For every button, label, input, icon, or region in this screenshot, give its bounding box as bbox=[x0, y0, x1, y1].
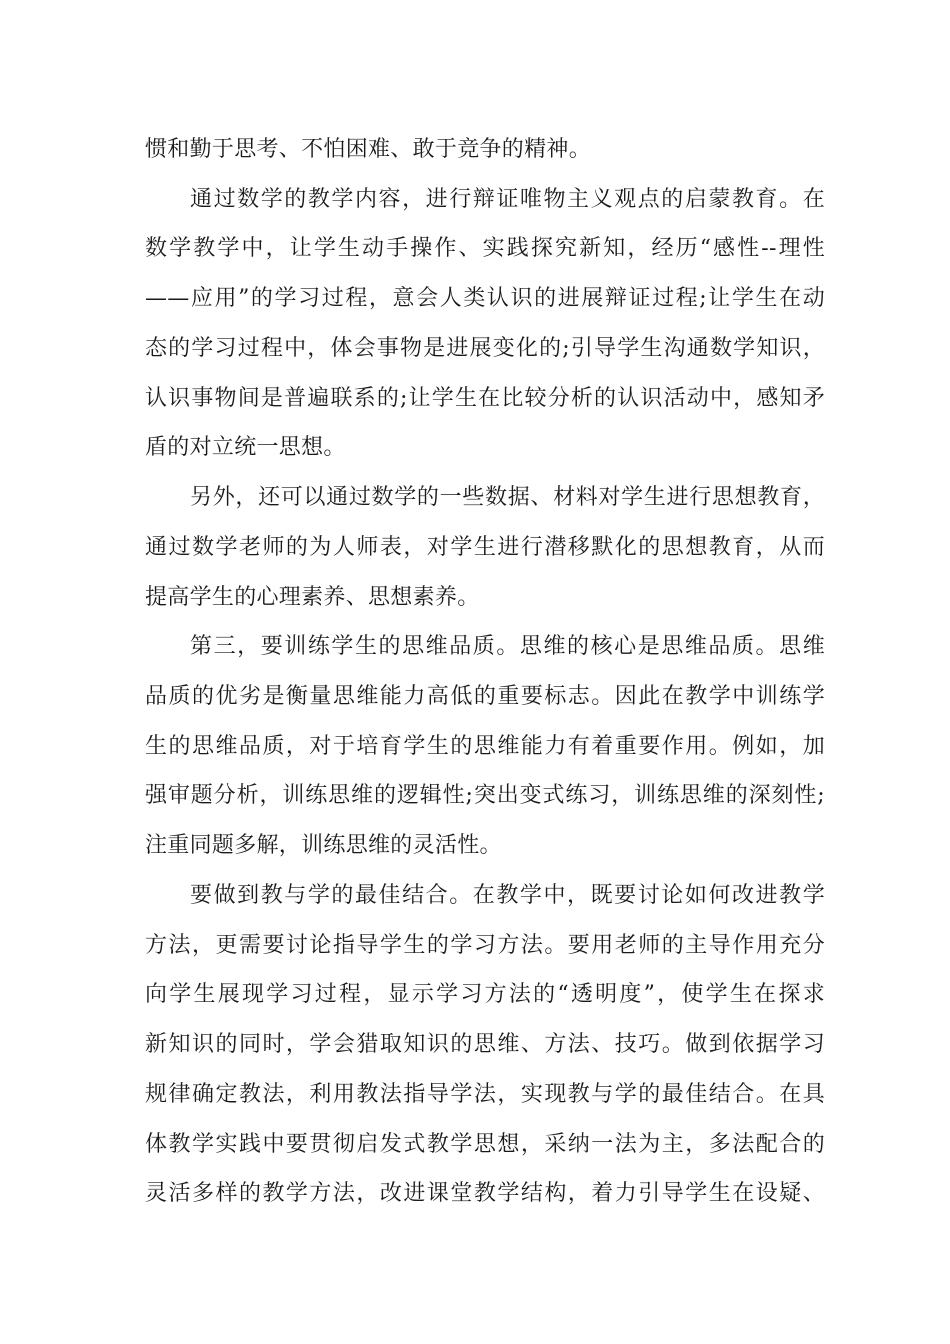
text-line: 数学教学中，让学生动手操作、实践探究新知，经历“感性--理性 bbox=[145, 236, 825, 261]
text-line: 通过数学老师的为人师表，对学生进行潜移默化的思想教育，从而 bbox=[145, 535, 825, 560]
text-line: 提高学生的心理素养、思想素养。 bbox=[145, 585, 480, 610]
text-line: 灵活多样的教学方法，改进课堂教学结构，着力引导学生在设疑、 bbox=[145, 1181, 825, 1206]
text-line: 强审题分析，训练思维的逻辑性;突出变式练习，训练思维的深刻性; bbox=[145, 783, 825, 808]
text-line: 认识事物间是普遍联系的;让学生在比较分析的认识活动中，感知矛 bbox=[145, 386, 825, 411]
text-line: 要做到教与学的最佳结合。在教学中，既要讨论如何改进教学 bbox=[190, 883, 825, 908]
text-line: 注重同题多解，训练思维的灵活性。 bbox=[145, 833, 502, 858]
text-line: 第三，要训练学生的思维品质。思维的核心是思维品质。思维 bbox=[190, 634, 825, 659]
text-line: 生的思维品质，对于培育学生的思维能力有着重要作用。例如，加 bbox=[145, 734, 825, 759]
text-line: 向学生展现学习过程，显示学习方法的“透明度”，使学生在探求 bbox=[145, 982, 825, 1007]
text-line: 通过数学的教学内容，进行辩证唯物主义观点的启蒙教育。在 bbox=[190, 187, 825, 212]
text-line: 盾的对立统一思想。 bbox=[145, 435, 346, 460]
text-line: 规律确定教法，利用教法指导学法，实现教与学的最佳结合。在具 bbox=[145, 1082, 825, 1107]
text-line: 体教学实践中要贯彻启发式教学思想，采纳一法为主，多法配合的 bbox=[145, 1132, 825, 1157]
text-line: ——应用”的学习过程，意会人类认识的进展辩证过程;让学生在动 bbox=[145, 286, 825, 311]
text-line: 品质的优劣是衡量思维能力高低的重要标志。因此在教学中训练学 bbox=[145, 684, 825, 709]
text-line: 新知识的同时，学会猎取知识的思维、方法、技巧。做到依据学习 bbox=[145, 1032, 825, 1057]
text-line: 惯和勤于思考、不怕困难、敢于竞争的精神。 bbox=[145, 137, 592, 162]
text-line: 方法，更需要讨论指导学生的学习方法。要用老师的主导作用充分 bbox=[145, 933, 825, 958]
text-line: 态的学习过程中，体会事物是进展变化的;引导学生沟通数学知识， bbox=[145, 336, 825, 361]
text-line: 另外，还可以通过数学的一些数据、材料对学生进行思想教育， bbox=[190, 485, 825, 510]
